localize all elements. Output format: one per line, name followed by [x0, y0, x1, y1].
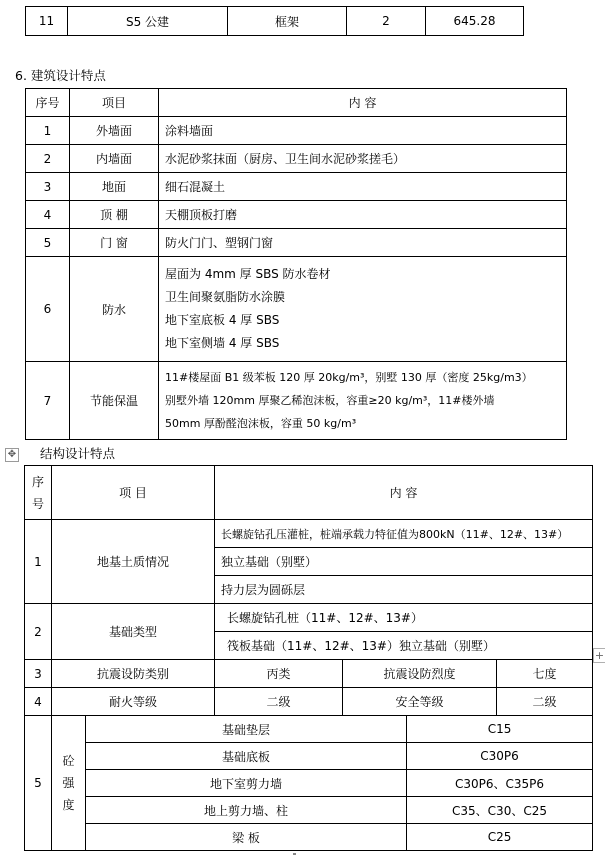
row-no: 6: [26, 257, 70, 362]
header-no: [25, 466, 52, 520]
header-item: 项 目: [52, 466, 215, 520]
row-item: 内墙面: [70, 145, 159, 173]
concrete-item-grade: C15: [407, 716, 593, 743]
row-item: 顶 棚: [70, 201, 159, 229]
concrete-item-grade: C30P6、C35P6: [407, 770, 593, 797]
header-char: 序: [31, 474, 44, 489]
section6-title: 6. 建筑设计特点: [15, 68, 106, 83]
row-item: 门 窗: [70, 229, 159, 257]
row-item: 地基土质情况: [52, 520, 215, 604]
row-content: 独立基础（别墅）: [215, 548, 593, 576]
row-content: [159, 257, 567, 362]
row-no: 5: [25, 716, 52, 851]
content-line: 50mm 厚酚醛泡沫板，容重 50 kg/m³: [165, 417, 357, 430]
concrete-item-grade: C25: [407, 824, 593, 851]
row-floors: 2: [347, 7, 426, 36]
row-value2: 二级: [497, 688, 593, 716]
content-line: 屋面为 4mm 厚 SBS 防水卷材: [165, 267, 331, 281]
row-content: 细石混凝土: [159, 173, 567, 201]
row-content: 长螺旋钻孔桩（11#、12#、13#）: [215, 604, 593, 632]
row-content: 筏板基础（11#、12#、13#）独立基础（别墅）: [215, 632, 593, 660]
row-item: 节能保温: [70, 362, 159, 440]
row-no: 3: [26, 173, 70, 201]
content-line: 地下室侧墙 4 厚 SBS: [165, 336, 280, 350]
content-line: 11#楼屋面 B1 级苯板 120 厚 20kg/m³，别墅 130 厚（密度 25kg/m3）: [165, 371, 533, 384]
row-value: 二级: [215, 688, 343, 716]
row-no: 7: [26, 362, 70, 440]
section7-title: 结构设计特点: [40, 446, 116, 461]
row-no: 4: [26, 201, 70, 229]
header-content: 内 容: [159, 89, 567, 117]
concrete-item-name: 基础底板: [86, 743, 407, 770]
header-char: 号: [31, 496, 44, 511]
row-name: S5 公建: [68, 7, 228, 36]
content-line: 卫生间聚氨脂防水涂膜: [165, 290, 286, 304]
concrete-item-name: 地上剪力墙、柱: [86, 797, 407, 824]
concrete-item-name: 基础垫层: [86, 716, 407, 743]
row-no: 2: [26, 145, 70, 173]
row-item: 地面: [70, 173, 159, 201]
plus-icon[interactable]: +: [594, 649, 605, 662]
row-item: 外墙面: [70, 117, 159, 145]
content-line: 别墅外墙 120mm 厚聚乙稀泡沫板，容重≥20 kg/m³，11#楼外墙: [165, 394, 495, 407]
building-list-table: [25, 6, 524, 36]
row-no: 4: [25, 688, 52, 716]
row-content: 持力层为圆砾层: [215, 576, 593, 604]
header-no: 序号: [26, 89, 70, 117]
row-structure: 框架: [228, 7, 347, 36]
row-content: [159, 362, 567, 440]
row-no: 1: [25, 520, 52, 604]
concrete-item-grade: C30P6: [407, 743, 593, 770]
row-item: 耐火等级: [52, 688, 215, 716]
row-content: 防火门门、塑钢门窗: [159, 229, 567, 257]
row-item: 基础类型: [52, 604, 215, 660]
concrete-group-label: 砼 强 度: [52, 716, 86, 851]
row-content: 涂料墙面: [159, 117, 567, 145]
row-no: 5: [26, 229, 70, 257]
move-icon[interactable]: ✥: [5, 448, 19, 462]
architecture-features-table: [25, 88, 567, 440]
row-value2: 七度: [497, 660, 593, 688]
content-line: 地下室底板 4 厚 SBS: [165, 313, 280, 327]
row-no: 1: [26, 117, 70, 145]
row-item2: 抗震设防烈度: [343, 660, 497, 688]
row-content: 天棚顶板打磨: [159, 201, 567, 229]
row-no: 3: [25, 660, 52, 688]
header-item: 项目: [70, 89, 159, 117]
concrete-item-name: 地下室剪力墙: [86, 770, 407, 797]
structure-features-table: [24, 465, 593, 851]
row-value: 丙类: [215, 660, 343, 688]
concrete-item-grade: C35、C30、C25: [407, 797, 593, 824]
row-no: 11: [26, 7, 68, 36]
row-no: 2: [25, 604, 52, 660]
row-area: 645.28: [426, 7, 524, 36]
row-content: 水泥砂浆抹面（厨房、卫生间水泥砂浆搓毛）: [159, 145, 567, 173]
header-content: 内 容: [215, 466, 593, 520]
row-content: 长螺旋钻孔压灌桩，桩端承载力特征值为800kN（11#、12#、13#）: [215, 520, 593, 548]
row-item: 防水: [70, 257, 159, 362]
concrete-item-name: 梁 板: [86, 824, 407, 851]
page-mark: [293, 853, 296, 855]
row-item2: 安全等级: [343, 688, 497, 716]
row-item: 抗震设防类别: [52, 660, 215, 688]
